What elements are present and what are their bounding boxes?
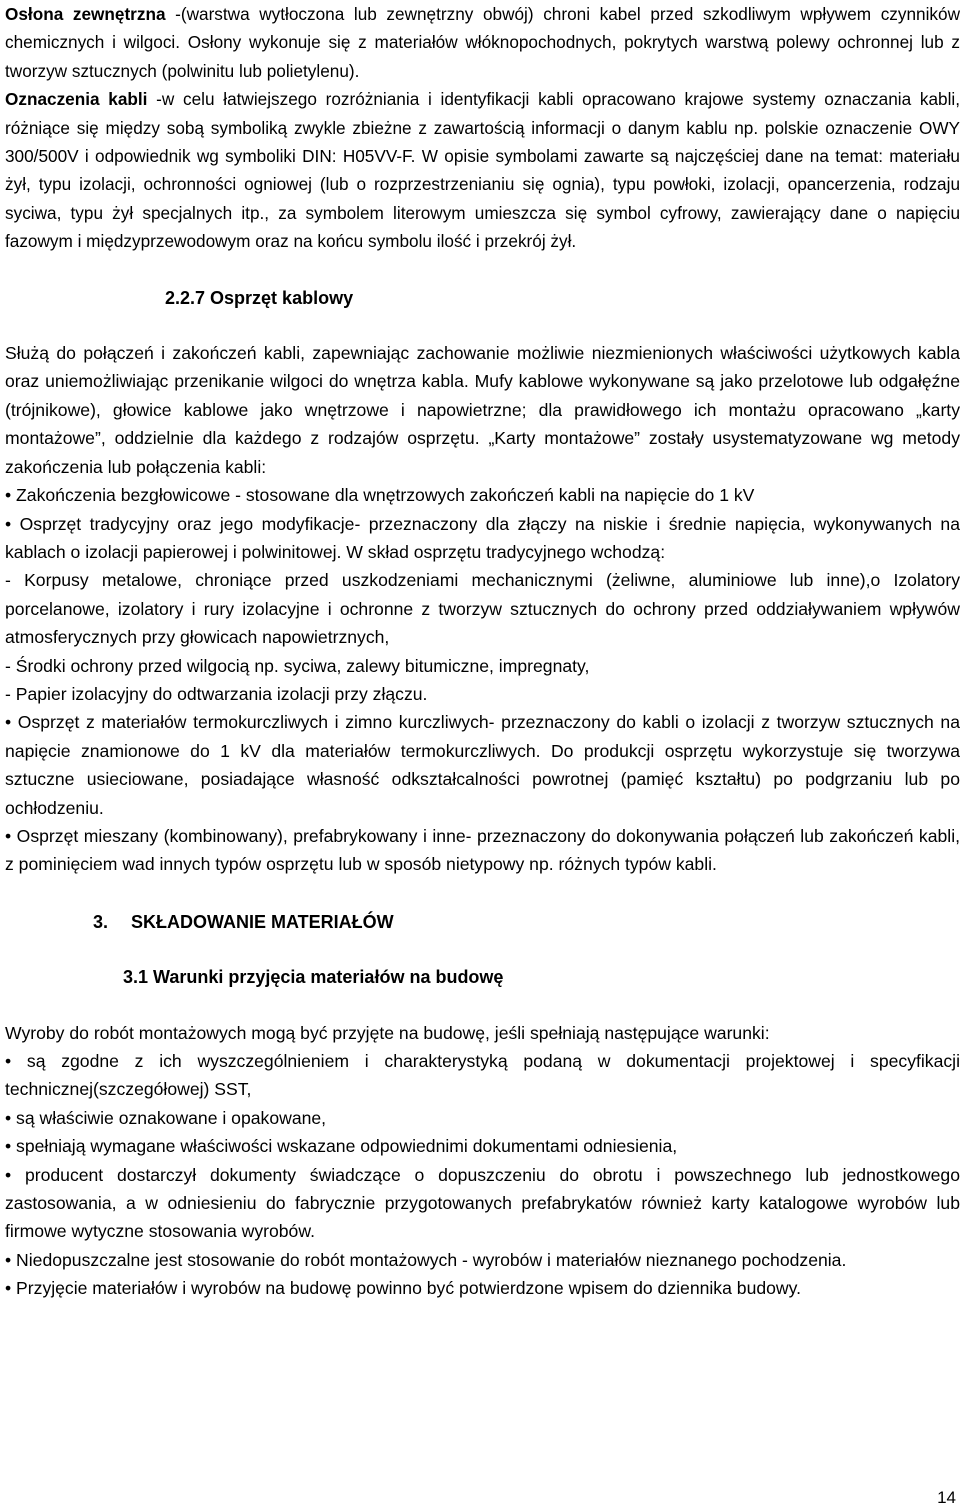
- bullet-zgodne: • są zgodne z ich wyszczególnieniem i charakterystyką podaną w dokumentacji projektowej i specyfikacji technicznej(szczegółowej) SST,: [5, 1051, 960, 1100]
- bullet-producent: • producent dostarczył dokumenty świadczące o dopuszczeniu do obrotu i powszechnego lub jednostkowego zastosowania, a w odniesieniu do fabrycznie przygotowanych prefabrykatów również karty katalogowe wyrobów lub firmowe wytyczne stosowania wyrobów.: [5, 1164, 960, 1242]
- paragraph-warunki: Wyroby do robót montażowych mogą być przyjęte na budowę, jeśli spełniają następujące warunki:: [5, 1022, 770, 1043]
- document-page: [5, 0, 960, 1303]
- heading-3-number: 3.: [93, 911, 109, 932]
- bullet-zakonczenia: • Zakończenia bezgłowicowe - stosowane dla wnętrzowych zakończeń kabli na napięcie do 1 kV: [5, 485, 755, 506]
- paragraph-oznaczenia: [5, 85, 960, 255]
- dash-papier: - Papier izolacyjny do odtwarzania izolacji przy złączu.: [5, 683, 428, 704]
- text-oznaczenia: -w celu łatwiejszego rozróżniania i identyfikacji kabli opracowano krajowe systemy oznaczania kabli, różniące się między sobą symboliką zwykle zbieżne z zawartością informacji o danym kablu np. polskie oznaczenie OWY 300/500V i odpowiednik wg symboliki DIN: H05VV-F.: [5, 89, 960, 167]
- bullet-termokurczliwe: • Osprzęt z materiałów termokurczliwych i zimno kurczliwych- przeznaczony do kabli o izolacji z tworzyw sztucznych na napięcie znamionowe do 1 kV dla materiałów termokurczliwych. Do produkcji osprzętu wykorzystuje się tworzywa sztuczne usieciowane, posiadające własność odkształcalności powrotnej (pamięć kształtu) po podgrzaniu lub po ochłodzeniu.: [5, 712, 960, 818]
- paragraph-osprzet-intro: Służą do połączeń i zakończeń kabli, zapewniając zachowanie możliwie niezmienionych właściwości użytkowych kabla oraz uniemożliwiając przenikanie wilgoci do wnętrza kabla. Mufy kablowe wykonywane są jako przelotowe lub odgałęźne (trójnikowe), głowice kablowe jako wnętrzowe i napowietrzne; dla prawidłowego ich montażu opracowano „karty montażowe”, oddzielnie dla każdego z rodzajów osprzętu. „Karty montażowe” zostały usystematyzowane wg metody zakończenia lub połączenia kabli:: [5, 343, 960, 477]
- text-oznaczenia-2: W opisie symbolami zawarte są najczęściej dane na temat: materiału żył, typu izolacji, ochronności ogniowej (lub o rozprzestrzenianiu się ognia), typu powłoki, izolacji, opancerzenia, rodzaju syciwa, typu żył specjalnych itp., za symbolem literowym umieszcza się symbol cyfrowy, zawierający dane o napięciu fazowym i międzyprzewodowym oraz na końcu symbolu ilość i przekrój żył.: [5, 146, 960, 252]
- heading-3: [5, 908, 960, 936]
- term-oslona: Osłona zewnętrzna: [5, 4, 166, 24]
- heading-2-2-7: 2.2.7 Osprzęt kablowy: [165, 287, 354, 308]
- heading-3-title: SKŁADOWANIE MATERIAŁÓW: [131, 911, 394, 932]
- dash-srodki: - Środki ochrony przed wilgocią np. syciwa, zalewy bitumiczne, impregnaty,: [5, 655, 590, 676]
- bullet-wlasciwosci: • spełniają wymagane właściwości wskazane odpowiednimi dokumentami odniesienia,: [5, 1136, 678, 1157]
- bullet-przyjecie: • Przyjęcie materiałów i wyrobów na budowę powinno być potwierdzone wpisem do dziennika budowy.: [5, 1278, 802, 1299]
- text-oslona: -(warstwa wytłoczona lub zewnętrzny obwój) chroni kabel przed szkodliwym wpływem czynników chemicznych i wilgoci. Osłony wykonuje się z materiałów włóknopochodnych, pokrytych warstwą polewy ochronnej lub z tworzyw sztucznych (polwinitu lub polietylenu).: [5, 4, 960, 81]
- heading-3-1: 3.1 Warunki przyjęcia materiałów na budowę: [123, 967, 504, 988]
- bullet-oznakowane: • są właściwie oznakowane i opakowane,: [5, 1107, 327, 1128]
- term-oznaczenia: Oznaczenia kabli: [5, 89, 148, 110]
- paragraph-oslona: [5, 0, 960, 85]
- bullet-mieszany: • Osprzęt mieszany (kombinowany), prefabrykowany i inne- przeznaczony do dokonywania połączeń lub zakończeń kabli, z pominięciem wad innych typów osprzętu lub w sposób nietypowy np. różnych typów kabli.: [5, 825, 960, 875]
- page-number: 14: [937, 1488, 956, 1507]
- bullet-tradycyjny: • Osprzęt tradycyjny oraz jego modyfikacje- przeznaczony dla złączy na niskie i średnie napięcia, wykonywanych na kablach o izolacji papierowej i polwinitowej. W skład osprzętu tradycyjnego wchodzą:: [5, 513, 960, 562]
- dash-korpusy: - Korpusy metalowe, chroniące przed uszkodzeniami mechanicznymi (żeliwne, aluminiowe lub inne),o Izolatory porcelanowe, izolatory i rury izolacyjne i ochronne z tworzyw sztucznych do ochrony przed oddziaływaniem wpływów atmosferycznych przy głowicach napowietrznych,: [5, 570, 960, 648]
- bullet-niedopuszczalne: • Niedopuszczalne jest stosowanie do robót montażowych - wyrobów i materiałów nieznanego pochodzenia.: [5, 1249, 847, 1270]
- intro-block: [5, 0, 960, 256]
